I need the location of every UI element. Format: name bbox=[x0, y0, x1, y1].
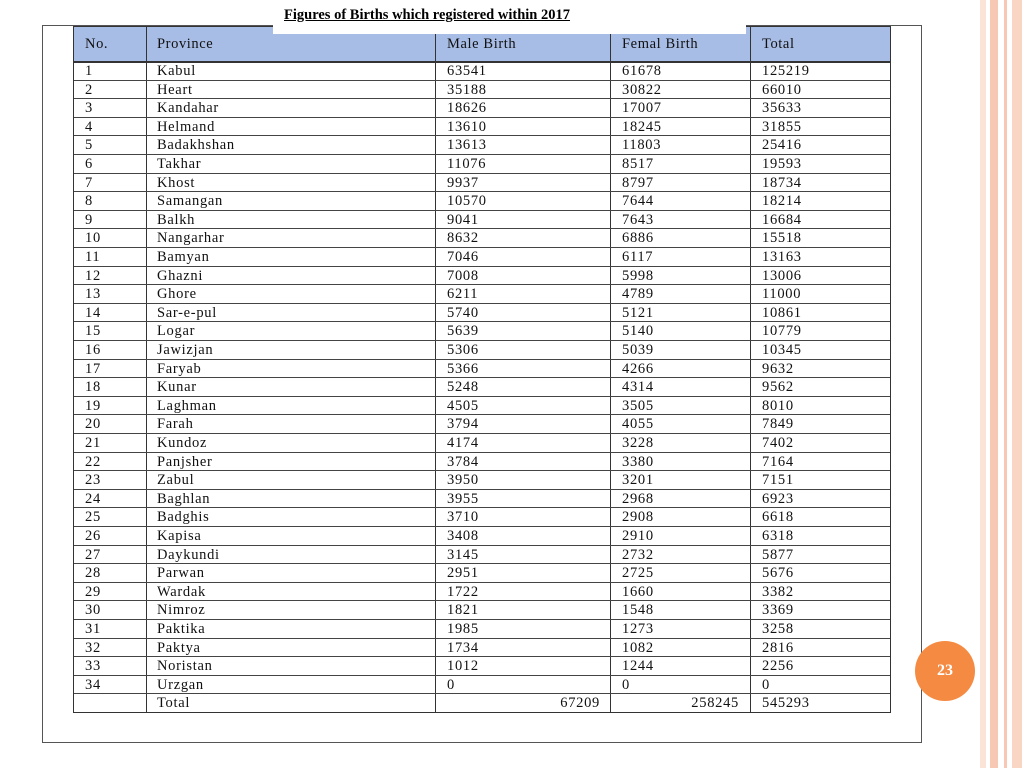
stripe bbox=[980, 0, 986, 768]
table-row bbox=[74, 620, 890, 639]
cell-total: 13006 bbox=[762, 267, 802, 284]
table-row bbox=[74, 415, 890, 434]
table-row bbox=[74, 657, 890, 676]
total-row bbox=[74, 694, 890, 713]
cell-male-birth: 18626 bbox=[447, 100, 487, 117]
cell-total: 0 bbox=[762, 676, 770, 693]
cell-total: 125219 bbox=[762, 63, 810, 79]
cell-no: 6 bbox=[85, 156, 93, 172]
cell-province: Paktika bbox=[157, 621, 206, 637]
cell-no: 22 bbox=[85, 453, 101, 470]
cell-male-birth: 1722 bbox=[447, 583, 479, 600]
cell-female-birth: 2908 bbox=[622, 509, 654, 526]
cell-total: 10779 bbox=[762, 323, 802, 340]
cell-no: 1 bbox=[85, 63, 93, 79]
cell-no: 20 bbox=[85, 416, 101, 433]
cell-no: 17 bbox=[85, 360, 101, 377]
cell-province: Nangarhar bbox=[157, 230, 225, 247]
cell-no: 9 bbox=[85, 211, 93, 228]
cell-no: 14 bbox=[85, 304, 101, 321]
table-row bbox=[74, 285, 890, 304]
cell-total: 19593 bbox=[762, 156, 802, 172]
cell-female-birth: 4314 bbox=[622, 379, 654, 396]
cell-province: Jawizjan bbox=[157, 342, 214, 358]
header-no: No. bbox=[85, 36, 109, 52]
header-separator bbox=[146, 26, 147, 62]
table-row bbox=[74, 360, 890, 379]
cell-no: 33 bbox=[85, 658, 101, 675]
table-row bbox=[74, 192, 890, 211]
cell-male-birth: 5639 bbox=[447, 323, 479, 340]
table-row bbox=[74, 229, 890, 248]
cell-female-birth: 0 bbox=[622, 676, 630, 693]
cell-female-birth: 4266 bbox=[622, 360, 654, 377]
cell-total: 6923 bbox=[762, 490, 794, 507]
cell-province: Paktya bbox=[157, 639, 201, 656]
cell-female-birth: 3380 bbox=[622, 453, 654, 470]
cell-no: 29 bbox=[85, 583, 101, 600]
cell-province: Daykundi bbox=[157, 546, 220, 563]
cell-no: 5 bbox=[85, 137, 93, 154]
cell-female-birth: 5039 bbox=[622, 342, 654, 358]
header-female-birth: Femal Birth bbox=[622, 36, 699, 52]
cell-province: Parwan bbox=[157, 565, 205, 582]
cell-no: 4 bbox=[85, 118, 93, 135]
cell-female-birth: 5140 bbox=[622, 323, 654, 340]
cell-total: 6318 bbox=[762, 528, 794, 544]
cell-no: 25 bbox=[85, 509, 101, 526]
cell-total: 7151 bbox=[762, 472, 794, 489]
cell-province: Badghis bbox=[157, 509, 210, 526]
cell-province: Badakhshan bbox=[157, 137, 235, 154]
cell-female-birth: 1273 bbox=[622, 621, 654, 637]
header-total: Total bbox=[762, 36, 795, 52]
cell-no: 3 bbox=[85, 100, 93, 117]
table-row bbox=[74, 471, 890, 490]
cell-male-birth: 63541 bbox=[447, 63, 487, 79]
total-total: 545293 bbox=[762, 695, 810, 712]
cell-total: 10345 bbox=[762, 342, 802, 358]
cell-total: 2256 bbox=[762, 658, 794, 675]
cell-total: 16684 bbox=[762, 211, 802, 228]
cell-province: Farah bbox=[157, 416, 194, 433]
cell-female-birth: 2732 bbox=[622, 546, 654, 563]
stripe bbox=[1012, 0, 1022, 768]
cell-province: Kunar bbox=[157, 379, 197, 396]
cell-total: 5676 bbox=[762, 565, 794, 582]
cell-female-birth: 6886 bbox=[622, 230, 654, 247]
cell-male-birth: 3794 bbox=[447, 416, 479, 433]
cell-no: 19 bbox=[85, 397, 101, 414]
cell-no: 32 bbox=[85, 639, 101, 656]
cell-total: 31855 bbox=[762, 118, 802, 135]
cell-female-birth: 2725 bbox=[622, 565, 654, 582]
cell-female-birth: 1660 bbox=[622, 583, 654, 600]
cell-province: Kundoz bbox=[157, 435, 208, 451]
cell-female-birth: 30822 bbox=[622, 81, 662, 98]
table-row bbox=[74, 81, 890, 100]
cell-male-birth: 1734 bbox=[447, 639, 479, 656]
table-row bbox=[74, 174, 890, 193]
cell-province: Samangan bbox=[157, 193, 224, 210]
header-male-birth: Male Birth bbox=[447, 36, 517, 52]
cell-male-birth: 4174 bbox=[447, 435, 479, 451]
cell-province: Balkh bbox=[157, 211, 196, 228]
cell-province: Nimroz bbox=[157, 602, 206, 619]
cell-male-birth: 7008 bbox=[447, 267, 479, 284]
page-title: Figures of Births which registered within 2017 bbox=[284, 7, 570, 23]
cell-male-birth: 5366 bbox=[447, 360, 479, 377]
cell-total: 7402 bbox=[762, 435, 794, 451]
cell-total: 25416 bbox=[762, 137, 802, 154]
cell-female-birth: 7643 bbox=[622, 211, 654, 228]
cell-no: 21 bbox=[85, 435, 101, 451]
table-row bbox=[74, 99, 890, 118]
cell-no: 2 bbox=[85, 81, 93, 98]
cell-male-birth: 0 bbox=[447, 676, 455, 693]
cell-total: 5877 bbox=[762, 546, 794, 563]
cell-female-birth: 2910 bbox=[622, 528, 654, 544]
cell-total: 7849 bbox=[762, 416, 794, 433]
cell-male-birth: 13610 bbox=[447, 118, 487, 135]
header-separator bbox=[750, 26, 751, 62]
cell-province: Khost bbox=[157, 174, 196, 191]
table-row bbox=[74, 601, 890, 620]
cell-male-birth: 5248 bbox=[447, 379, 479, 396]
table-row bbox=[74, 378, 890, 397]
cell-total: 2816 bbox=[762, 639, 794, 656]
cell-province: Wardak bbox=[157, 583, 206, 600]
cell-total: 8010 bbox=[762, 397, 794, 414]
table-row bbox=[74, 267, 890, 286]
cell-male-birth: 3955 bbox=[447, 490, 479, 507]
cell-province: Ghore bbox=[157, 286, 197, 303]
cell-no: 28 bbox=[85, 565, 101, 582]
cell-total: 35633 bbox=[762, 100, 802, 117]
table-row bbox=[74, 490, 890, 509]
decorative-stripes bbox=[976, 0, 1024, 768]
table-row bbox=[74, 62, 890, 81]
cell-no: 24 bbox=[85, 490, 101, 507]
cell-province: Kapisa bbox=[157, 528, 202, 544]
cell-total: 7164 bbox=[762, 453, 794, 470]
cell-male-birth: 9937 bbox=[447, 174, 479, 191]
cell-male-birth: 7046 bbox=[447, 249, 479, 265]
cell-no: 34 bbox=[85, 676, 101, 693]
page-number-badge: 23 bbox=[915, 641, 975, 701]
cell-male-birth: 3950 bbox=[447, 472, 479, 489]
cell-female-birth: 8517 bbox=[622, 156, 654, 172]
table-row bbox=[74, 434, 890, 453]
cell-province: Urzgan bbox=[157, 676, 204, 693]
total-female: 258245 bbox=[691, 695, 739, 712]
table-row bbox=[74, 118, 890, 137]
cell-male-birth: 3784 bbox=[447, 453, 479, 470]
cell-male-birth: 3710 bbox=[447, 509, 479, 526]
cell-male-birth: 35188 bbox=[447, 81, 487, 98]
cell-female-birth: 1548 bbox=[622, 602, 654, 619]
cell-total: 3369 bbox=[762, 602, 794, 619]
table-row bbox=[74, 564, 890, 583]
cell-province: Ghazni bbox=[157, 267, 204, 284]
table-row bbox=[74, 248, 890, 267]
table-row bbox=[74, 546, 890, 565]
cell-no: 18 bbox=[85, 379, 101, 396]
cell-province: Kabul bbox=[157, 63, 196, 79]
cell-province: Helmand bbox=[157, 118, 216, 135]
cell-province: Laghman bbox=[157, 397, 217, 414]
cell-male-birth: 6211 bbox=[447, 286, 479, 303]
cell-female-birth: 3228 bbox=[622, 435, 654, 451]
table-row bbox=[74, 155, 890, 174]
cell-province: Noristan bbox=[157, 658, 213, 675]
cell-province: Takhar bbox=[157, 156, 202, 172]
cell-male-birth: 10570 bbox=[447, 193, 487, 210]
total-male: 67209 bbox=[560, 695, 600, 712]
cell-no: 23 bbox=[85, 472, 101, 489]
cell-female-birth: 4055 bbox=[622, 416, 654, 433]
stripe bbox=[1004, 0, 1007, 768]
cell-male-birth: 4505 bbox=[447, 397, 479, 414]
cell-female-birth: 3505 bbox=[622, 397, 654, 414]
cell-male-birth: 1985 bbox=[447, 621, 479, 637]
cell-male-birth: 1821 bbox=[447, 602, 479, 619]
cell-total: 13163 bbox=[762, 249, 802, 265]
cell-male-birth: 8632 bbox=[447, 230, 479, 247]
cell-male-birth: 9041 bbox=[447, 211, 479, 228]
cell-no: 31 bbox=[85, 621, 101, 637]
cell-total: 3258 bbox=[762, 621, 794, 637]
cell-male-birth: 2951 bbox=[447, 565, 479, 582]
table-row bbox=[74, 397, 890, 416]
cell-no: 16 bbox=[85, 342, 101, 358]
table-row bbox=[74, 583, 890, 602]
cell-province: Bamyan bbox=[157, 249, 210, 265]
cell-female-birth: 1082 bbox=[622, 639, 654, 656]
cell-no: 15 bbox=[85, 323, 101, 340]
stripe bbox=[990, 0, 998, 768]
cell-male-birth: 3408 bbox=[447, 528, 479, 544]
cell-total: 18734 bbox=[762, 174, 802, 191]
cell-province: Faryab bbox=[157, 360, 202, 377]
cell-total: 18214 bbox=[762, 193, 802, 210]
cell-male-birth: 5740 bbox=[447, 304, 479, 321]
total-label: Total bbox=[157, 695, 191, 712]
cell-female-birth: 11803 bbox=[622, 137, 662, 154]
cell-total: 15518 bbox=[762, 230, 802, 247]
cell-total: 9632 bbox=[762, 360, 794, 377]
cell-female-birth: 61678 bbox=[622, 63, 662, 79]
table-row bbox=[74, 527, 890, 546]
cell-province: Sar-e-pul bbox=[157, 304, 217, 321]
cell-province: Panjsher bbox=[157, 453, 213, 470]
cell-female-birth: 7644 bbox=[622, 193, 654, 210]
cell-total: 9562 bbox=[762, 379, 794, 396]
cell-male-birth: 3145 bbox=[447, 546, 479, 563]
cell-no: 11 bbox=[85, 249, 101, 265]
cell-female-birth: 8797 bbox=[622, 174, 654, 191]
cell-female-birth: 2968 bbox=[622, 490, 654, 507]
table-row bbox=[74, 508, 890, 527]
cell-male-birth: 13613 bbox=[447, 137, 487, 154]
cell-total: 10861 bbox=[762, 304, 802, 321]
cell-female-birth: 18245 bbox=[622, 118, 662, 135]
cell-no: 8 bbox=[85, 193, 93, 210]
cell-female-birth: 6117 bbox=[622, 249, 654, 265]
cell-no: 30 bbox=[85, 602, 101, 619]
cell-female-birth: 4789 bbox=[622, 286, 654, 303]
cell-male-birth: 5306 bbox=[447, 342, 479, 358]
table-row bbox=[74, 453, 890, 472]
cell-province: Logar bbox=[157, 323, 196, 340]
cell-province: Zabul bbox=[157, 472, 195, 489]
cell-no: 7 bbox=[85, 174, 93, 191]
table-row bbox=[74, 639, 890, 658]
table-row bbox=[74, 211, 890, 230]
table-row bbox=[74, 676, 890, 695]
cell-no: 13 bbox=[85, 286, 101, 303]
cell-province: Heart bbox=[157, 81, 193, 98]
table-row bbox=[74, 136, 890, 155]
cell-male-birth: 11076 bbox=[447, 156, 487, 172]
cell-province: Kandahar bbox=[157, 100, 219, 117]
table-row bbox=[74, 322, 890, 341]
cell-no: 10 bbox=[85, 230, 101, 247]
table-row bbox=[74, 304, 890, 323]
cell-total: 6618 bbox=[762, 509, 794, 526]
cell-female-birth: 1244 bbox=[622, 658, 654, 675]
cell-no: 27 bbox=[85, 546, 101, 563]
cell-female-birth: 17007 bbox=[622, 100, 662, 117]
cell-female-birth: 5998 bbox=[622, 267, 654, 284]
cell-no: 12 bbox=[85, 267, 101, 284]
table-row bbox=[74, 341, 890, 360]
header-province: Province bbox=[157, 36, 214, 52]
cell-female-birth: 3201 bbox=[622, 472, 654, 489]
cell-total: 3382 bbox=[762, 583, 794, 600]
cell-no: 26 bbox=[85, 528, 101, 544]
cell-total: 66010 bbox=[762, 81, 802, 98]
cell-female-birth: 5121 bbox=[622, 304, 654, 321]
cell-male-birth: 1012 bbox=[447, 658, 479, 675]
cell-total: 11000 bbox=[762, 286, 802, 303]
cell-province: Baghlan bbox=[157, 490, 211, 507]
